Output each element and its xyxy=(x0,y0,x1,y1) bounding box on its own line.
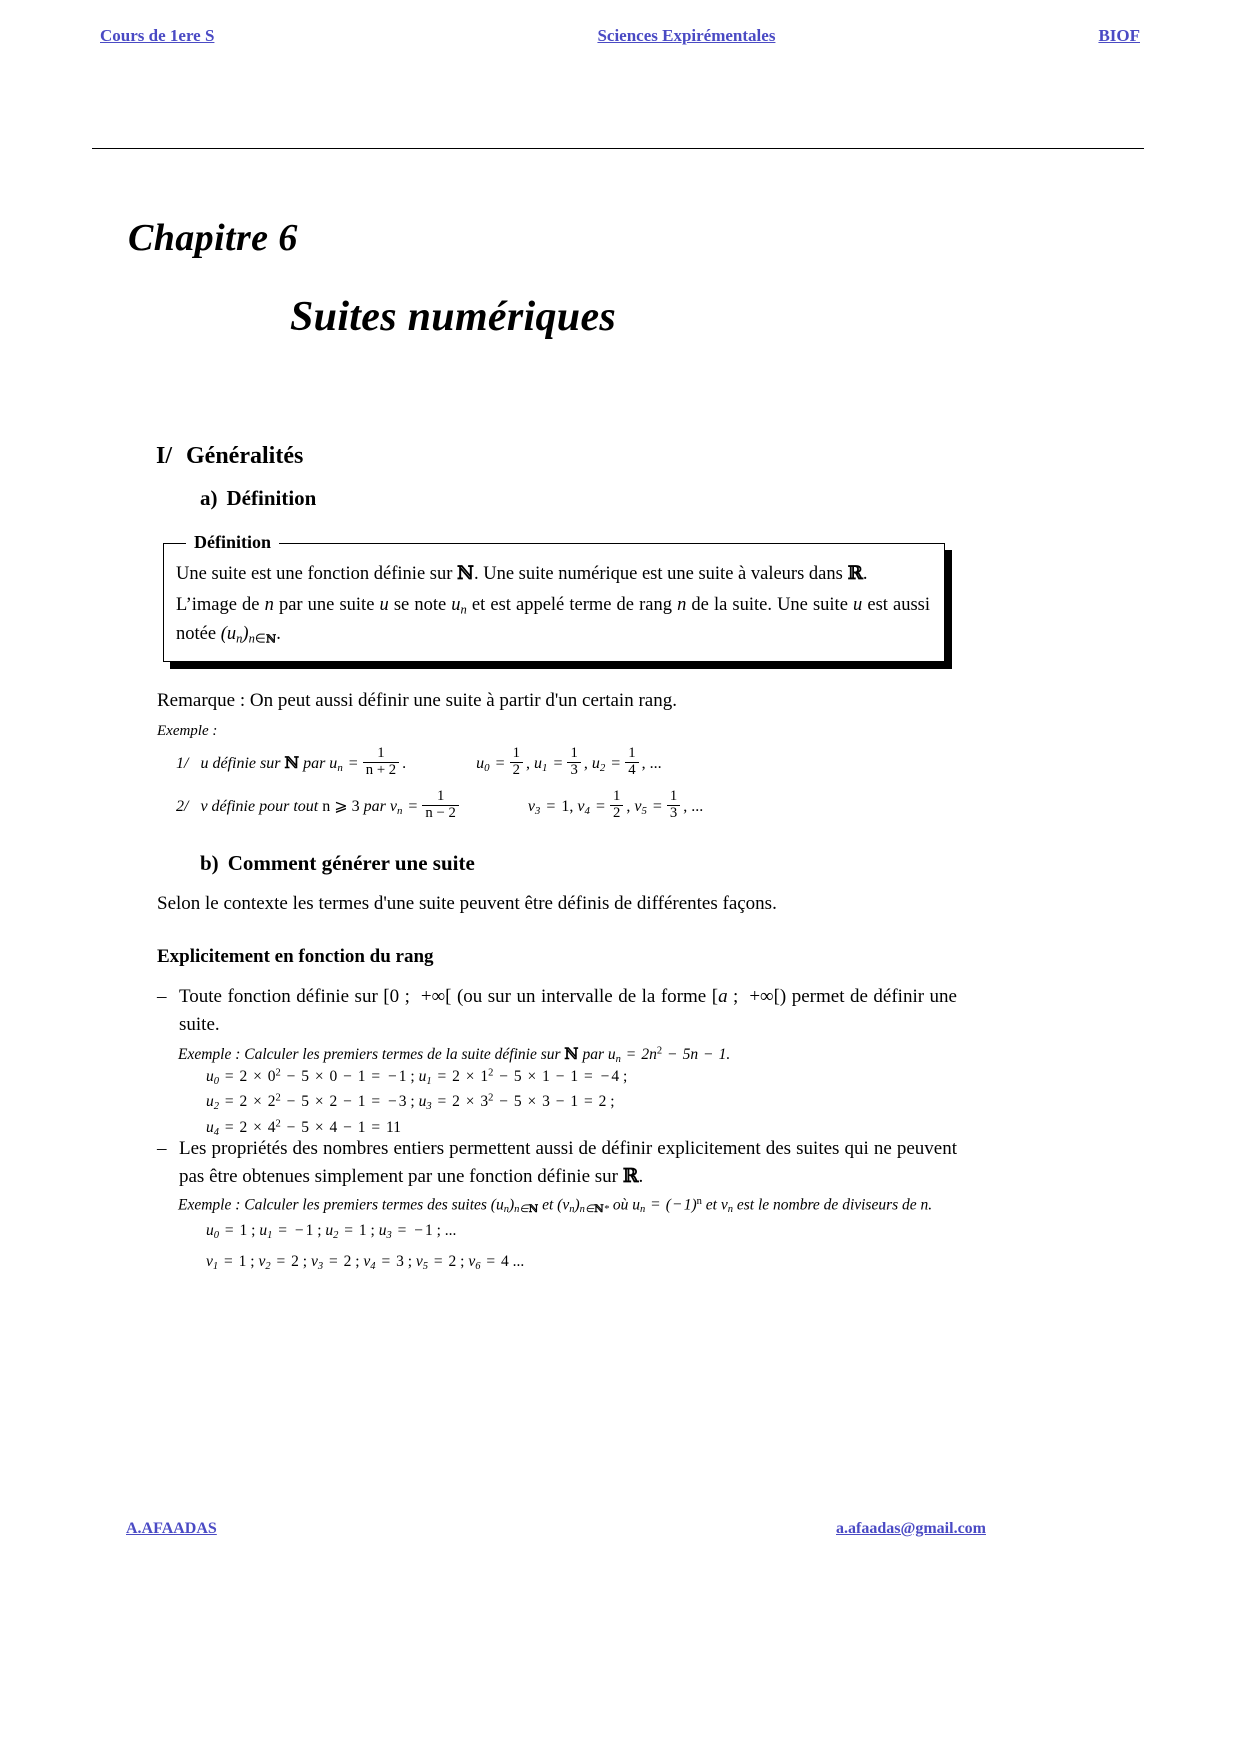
footer-author[interactable]: A.AFAADAS xyxy=(126,1520,217,1537)
example-1-number: 1/ xyxy=(176,755,189,773)
example-2-values: $v_3 = 1$, $v_4$ = $\frac{1}{2}$ , $v_5$ = $\frac{1}{3}$ , ... xyxy=(527,787,704,821)
definition-box xyxy=(163,532,945,662)
example-block-1-line-1: $u_0 = 2 \times 0^2 - 5 \times 0 - 1$ = − 1 ; $u_1 = 2 \times 1^2 - 5 \times 1 - 1$ = − 4 ; xyxy=(206,1067,628,1087)
example-block-1 xyxy=(178,1044,730,1141)
bullet-1-text: Toute fonction définie sur [0 ; +∞[ (ou sur un intervalle de la forme [a ; +∞[) permet de définir une suite. xyxy=(179,986,957,1035)
page-title: Suites numériques xyxy=(290,294,617,340)
page-header xyxy=(100,26,1140,46)
header-right-link[interactable]: BIOF xyxy=(1098,26,1140,45)
definition-box-legend: Définition xyxy=(186,532,279,553)
example-item-2: 2/ v définie pour tout n ⩾ 3 par $v_n$ = $\frac{1}{n - 2}$ $v_3 = 1$, $v_4$ = $\frac{1}{2}$ , $v_5$ = $\frac{1}{3}$ , ... xyxy=(176,787,704,821)
header-divider xyxy=(92,148,1144,149)
example-block-1-intro: Exemple : Calculer les premiers termes de la suite définie sur ℕ par $u_n = 2n^2 - 5n - 1$. xyxy=(178,1044,731,1065)
section-heading-generalites xyxy=(156,443,303,470)
subsection-heading-generer xyxy=(200,851,475,876)
header-center-link[interactable]: Sciences Expirémentales xyxy=(597,26,776,45)
page-footer xyxy=(126,1520,986,1538)
bullet-item-2 xyxy=(157,1135,957,1190)
example-block-2-line-1: $u_0 = 1$ ; $u_1$ = − 1 ; $u_2 = 1$ ; $u_3$ = − 1 ; ... xyxy=(206,1222,457,1242)
remark-text: Remarque : On peut aussi définir une suite à partir d'un certain rang. xyxy=(157,690,677,711)
example-1-text: u définie sur ℕ par $u_n$ = xyxy=(192,753,358,775)
footer-email[interactable]: a.afaadas@gmail.com xyxy=(836,1520,986,1537)
example-block-1-line-3: $u_4 = 2 \times 4^2 - 5 \times 4 - 1 = 11$ xyxy=(206,1118,401,1138)
definition-paragraph-1: Une suite est une fonction définie sur ℕ. Une suite numérique est une suite à valeurs dans ℝ. xyxy=(176,563,868,584)
context-text: Selon le contexte les termes d'une suite peuvent être définis de différentes façons. xyxy=(157,893,777,914)
section-label: Généralités xyxy=(186,443,304,469)
example-2-text: v définie pour tout n ⩾ 3 par $v_n$ = xyxy=(192,798,418,818)
subsection-b-number: b) xyxy=(200,851,219,875)
subsection-b-label: Comment générer une suite xyxy=(227,851,475,875)
example-block-2-intro: Exemple : Calculer les premiers termes des suites $(u_n)_{n\in ℕ}$ et $(v_n)_{n\in ℕ*}$ où $u_n$ = ( − 1)$^n$ et $v_n$ est le nombre de diviseurs de n. xyxy=(178,1196,933,1216)
subsection-heading-definition xyxy=(200,486,316,511)
section-number: I/ xyxy=(156,443,173,469)
header-left-link[interactable]: Cours de 1ere S xyxy=(100,26,215,45)
example-label: Exemple : xyxy=(157,723,218,739)
subsection-label: Définition xyxy=(226,486,317,510)
bullet-marker-2: – xyxy=(157,1138,167,1159)
example-1-values: $u_0$ = $\frac{1}{2}$ , $u_1$ = $\frac{1}{3}$ , $u_2$ = $\frac{1}{4}$ , ... xyxy=(476,744,662,778)
example-block-2-line-2: $v_1 = 1$ ; $v_2 = 2$ ; $v_3 = 2$ ; $v_4 = 3$ ; $v_5 = 2$ ; $v_6 = 4$ ... xyxy=(206,1253,525,1273)
bullet-item-1 xyxy=(157,983,957,1038)
chapter-label: Chapitre 6 xyxy=(128,217,298,259)
example-block-2 xyxy=(178,1196,958,1277)
bullet-marker: – xyxy=(157,986,167,1007)
example-2-number: 2/ xyxy=(176,798,189,816)
definition-paragraph-2: L’image de n par une suite u se note $u_n$ et est appelé terme de rang n de la suite. Une suite u est aussi notée $(u_n)_{n\in ℕ}$. xyxy=(176,594,930,646)
example-item-1: 1/ u définie sur ℕ par $u_n$ = $\frac{1}{n + 2}$ . $u_0$ = $\frac{1}{2}$ , $u_1$ = $\frac{1}{3}$ , $u_2$ = $\frac{1}{4}$ , ... xyxy=(176,744,662,778)
subsection-number: a) xyxy=(200,486,218,510)
example-block-1-line-2: $u_2 = 2 \times 2^2 - 5 \times 2 - 1$ = − 3 ; $u_3 = 2 \times 3^2 - 5 \times 3 - 1 = 2$ ; xyxy=(206,1092,615,1113)
bullet-2-text: Les propriétés des nombres entiers permettent aussi de définir explicitement des suites qui ne peuvent pas être obtenues simplement par une fonction définie sur ℝ. xyxy=(179,1138,957,1187)
explicit-heading: Explicitement en fonction du rang xyxy=(157,946,434,967)
